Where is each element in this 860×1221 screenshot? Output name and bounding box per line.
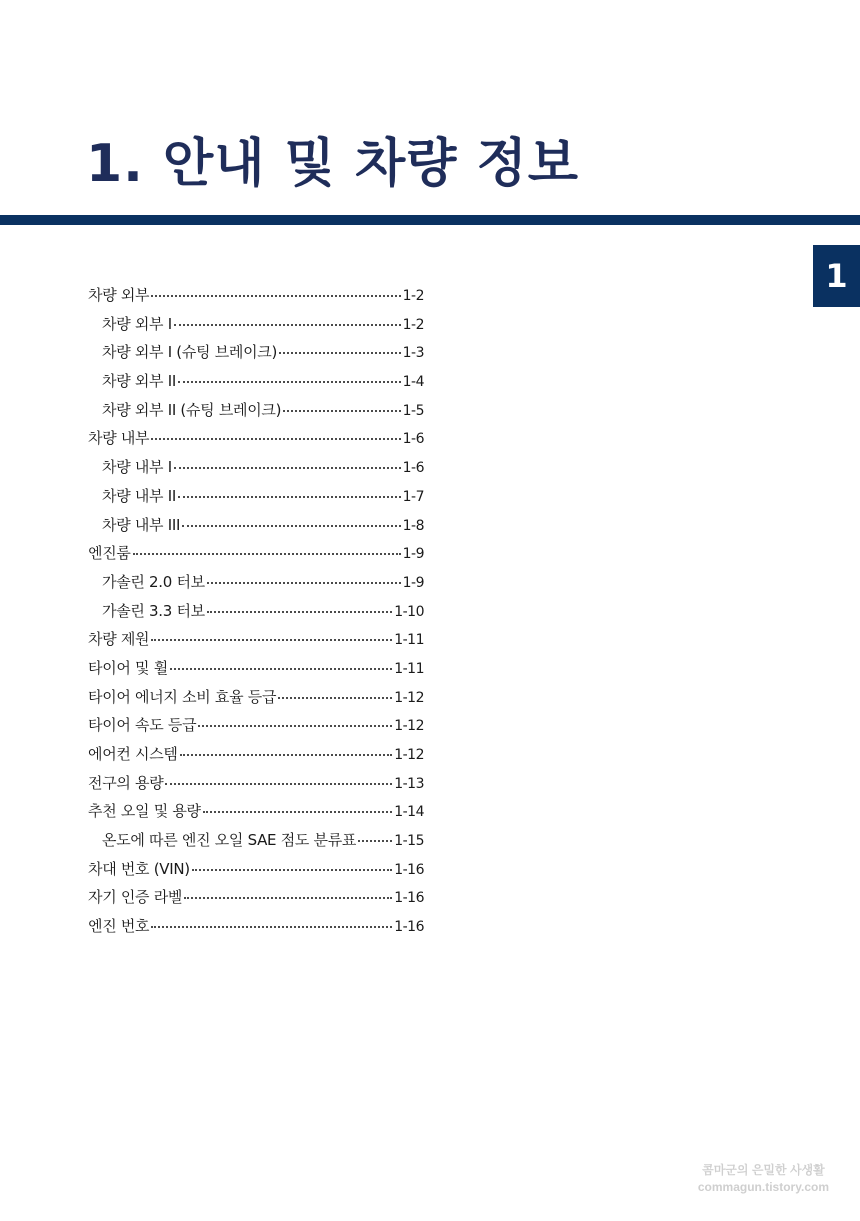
toc-item-label: 차량 내부 III xyxy=(102,515,181,534)
toc-item-page: 1-9 xyxy=(402,546,424,563)
toc-item-page: 1-16 xyxy=(394,861,424,878)
toc-item-label: 차량 제원 xyxy=(88,630,150,649)
toc-item-page: 1-16 xyxy=(394,919,424,936)
toc-item-label: 타이어 속도 등급 xyxy=(88,716,197,735)
toc-item-page: 1-11 xyxy=(394,632,424,649)
toc-dot-leader xyxy=(192,869,392,871)
toc-item-page: 1-12 xyxy=(394,689,424,706)
toc-item-label: 차량 외부 xyxy=(88,286,150,304)
toc-item-label: 차량 외부 II xyxy=(102,372,176,391)
toc-item-page: 1-12 xyxy=(394,747,424,763)
toc-item[interactable] xyxy=(88,313,424,342)
toc-dot-leader xyxy=(178,381,401,383)
toc-item[interactable] xyxy=(88,829,424,858)
toc-dot-leader xyxy=(207,611,392,613)
toc-item-label: 전구의 용량 xyxy=(88,773,164,792)
toc-item-label: 가솔린 2.0 터보 xyxy=(102,572,205,591)
chapter-title: 1. 안내 및 차량 정보 xyxy=(86,134,579,194)
watermark-line-2: commagun.tistory.com xyxy=(697,1180,829,1194)
table-of-contents xyxy=(88,284,424,944)
toc-dot-leader xyxy=(165,783,392,785)
toc-item[interactable] xyxy=(88,714,424,743)
toc-item-page: 1-14 xyxy=(394,804,424,821)
toc-item-label: 타이어 및 휠 xyxy=(88,658,168,677)
toc-item-page: 1-7 xyxy=(402,488,424,505)
toc-item[interactable] xyxy=(88,686,424,715)
toc-item[interactable] xyxy=(88,772,424,801)
toc-dot-leader xyxy=(174,467,401,469)
watermark-line-1: 콤마군의 은밀한 사생활 xyxy=(702,1163,825,1177)
toc-item-label: 차량 외부 I (슈팅 브레이크) xyxy=(102,343,278,362)
toc-dot-leader xyxy=(174,324,401,326)
toc-item-label: 차량 내부 xyxy=(88,429,150,448)
toc-item[interactable] xyxy=(88,800,424,829)
toc-item-page: 1-6 xyxy=(402,460,424,477)
toc-item-label: 엔진 번호 xyxy=(88,917,150,936)
toc-dot-leader xyxy=(151,639,392,641)
toc-item[interactable] xyxy=(88,858,424,887)
toc-item-page: 1-2 xyxy=(402,316,424,333)
toc-item[interactable] xyxy=(88,485,424,514)
toc-item-label: 에어컨 시스템 xyxy=(88,745,178,763)
toc-item[interactable] xyxy=(88,399,424,428)
toc-item-label: 추천 오일 및 용량 xyxy=(88,802,201,821)
toc-item[interactable] xyxy=(88,628,424,657)
toc-item-page: 1-4 xyxy=(402,374,424,391)
toc-item[interactable] xyxy=(88,743,424,772)
chapter-tab[interactable]: 1 xyxy=(813,245,860,307)
toc-item-label: 차량 외부 II (슈팅 브레이크) xyxy=(102,400,282,419)
toc-item[interactable] xyxy=(88,600,424,629)
toc-item-page: 1-13 xyxy=(394,775,424,792)
toc-item[interactable] xyxy=(88,456,424,485)
toc-item-page: 1-9 xyxy=(402,574,424,591)
toc-item-page: 1-16 xyxy=(394,890,424,907)
toc-item-page: 1-6 xyxy=(402,431,424,448)
toc-item-label: 차량 내부 II xyxy=(102,486,176,505)
toc-dot-leader xyxy=(170,668,392,670)
title-rule xyxy=(0,215,860,225)
toc-item-page: 1-12 xyxy=(394,718,424,735)
toc-item-page: 1-10 xyxy=(394,603,424,620)
toc-item[interactable] xyxy=(88,514,424,543)
toc-item[interactable] xyxy=(88,571,424,600)
toc-item[interactable] xyxy=(88,341,424,370)
toc-dot-leader xyxy=(278,697,392,699)
toc-item[interactable] xyxy=(88,886,424,915)
toc-item-label: 차량 외부 I xyxy=(102,314,172,333)
toc-item[interactable] xyxy=(88,284,424,313)
toc-item[interactable] xyxy=(88,657,424,686)
toc-dot-leader xyxy=(133,553,401,555)
toc-dot-leader xyxy=(180,754,393,756)
toc-item-label: 자기 인증 라벨 xyxy=(88,888,183,907)
toc-dot-leader xyxy=(178,496,401,498)
watermark xyxy=(698,1162,829,1196)
toc-item[interactable] xyxy=(88,915,424,944)
toc-dot-leader xyxy=(151,295,400,297)
toc-dot-leader xyxy=(283,410,400,412)
toc-dot-leader xyxy=(203,811,392,813)
toc-item-label: 엔진룸 xyxy=(88,544,131,563)
toc-item[interactable] xyxy=(88,542,424,571)
toc-dot-leader xyxy=(151,926,392,928)
toc-item-page: 1-8 xyxy=(402,517,424,534)
toc-dot-leader xyxy=(182,525,401,527)
toc-item-page: 1-15 xyxy=(394,833,424,850)
toc-dot-leader xyxy=(358,840,392,842)
toc-item-page: 1-11 xyxy=(394,660,424,677)
toc-item[interactable] xyxy=(88,427,424,456)
toc-item-label: 온도에 따른 엔진 오일 SAE 점도 분류표 xyxy=(102,831,357,850)
toc-dot-leader xyxy=(184,897,392,899)
toc-item-label: 차량 내부 I xyxy=(102,458,172,477)
toc-item-page: 1-2 xyxy=(402,288,424,304)
toc-item-label: 차대 번호 (VIN) xyxy=(88,859,190,878)
toc-dot-leader xyxy=(279,352,401,354)
toc-item-label: 가솔린 3.3 터보 xyxy=(102,601,205,620)
toc-item-label: 타이어 에너지 소비 효율 등급 xyxy=(88,687,277,706)
toc-item-page: 1-5 xyxy=(402,402,424,419)
toc-item[interactable] xyxy=(88,370,424,399)
toc-dot-leader xyxy=(151,438,400,440)
toc-dot-leader xyxy=(207,582,401,584)
toc-dot-leader xyxy=(198,725,392,727)
toc-item-page: 1-3 xyxy=(402,345,424,362)
